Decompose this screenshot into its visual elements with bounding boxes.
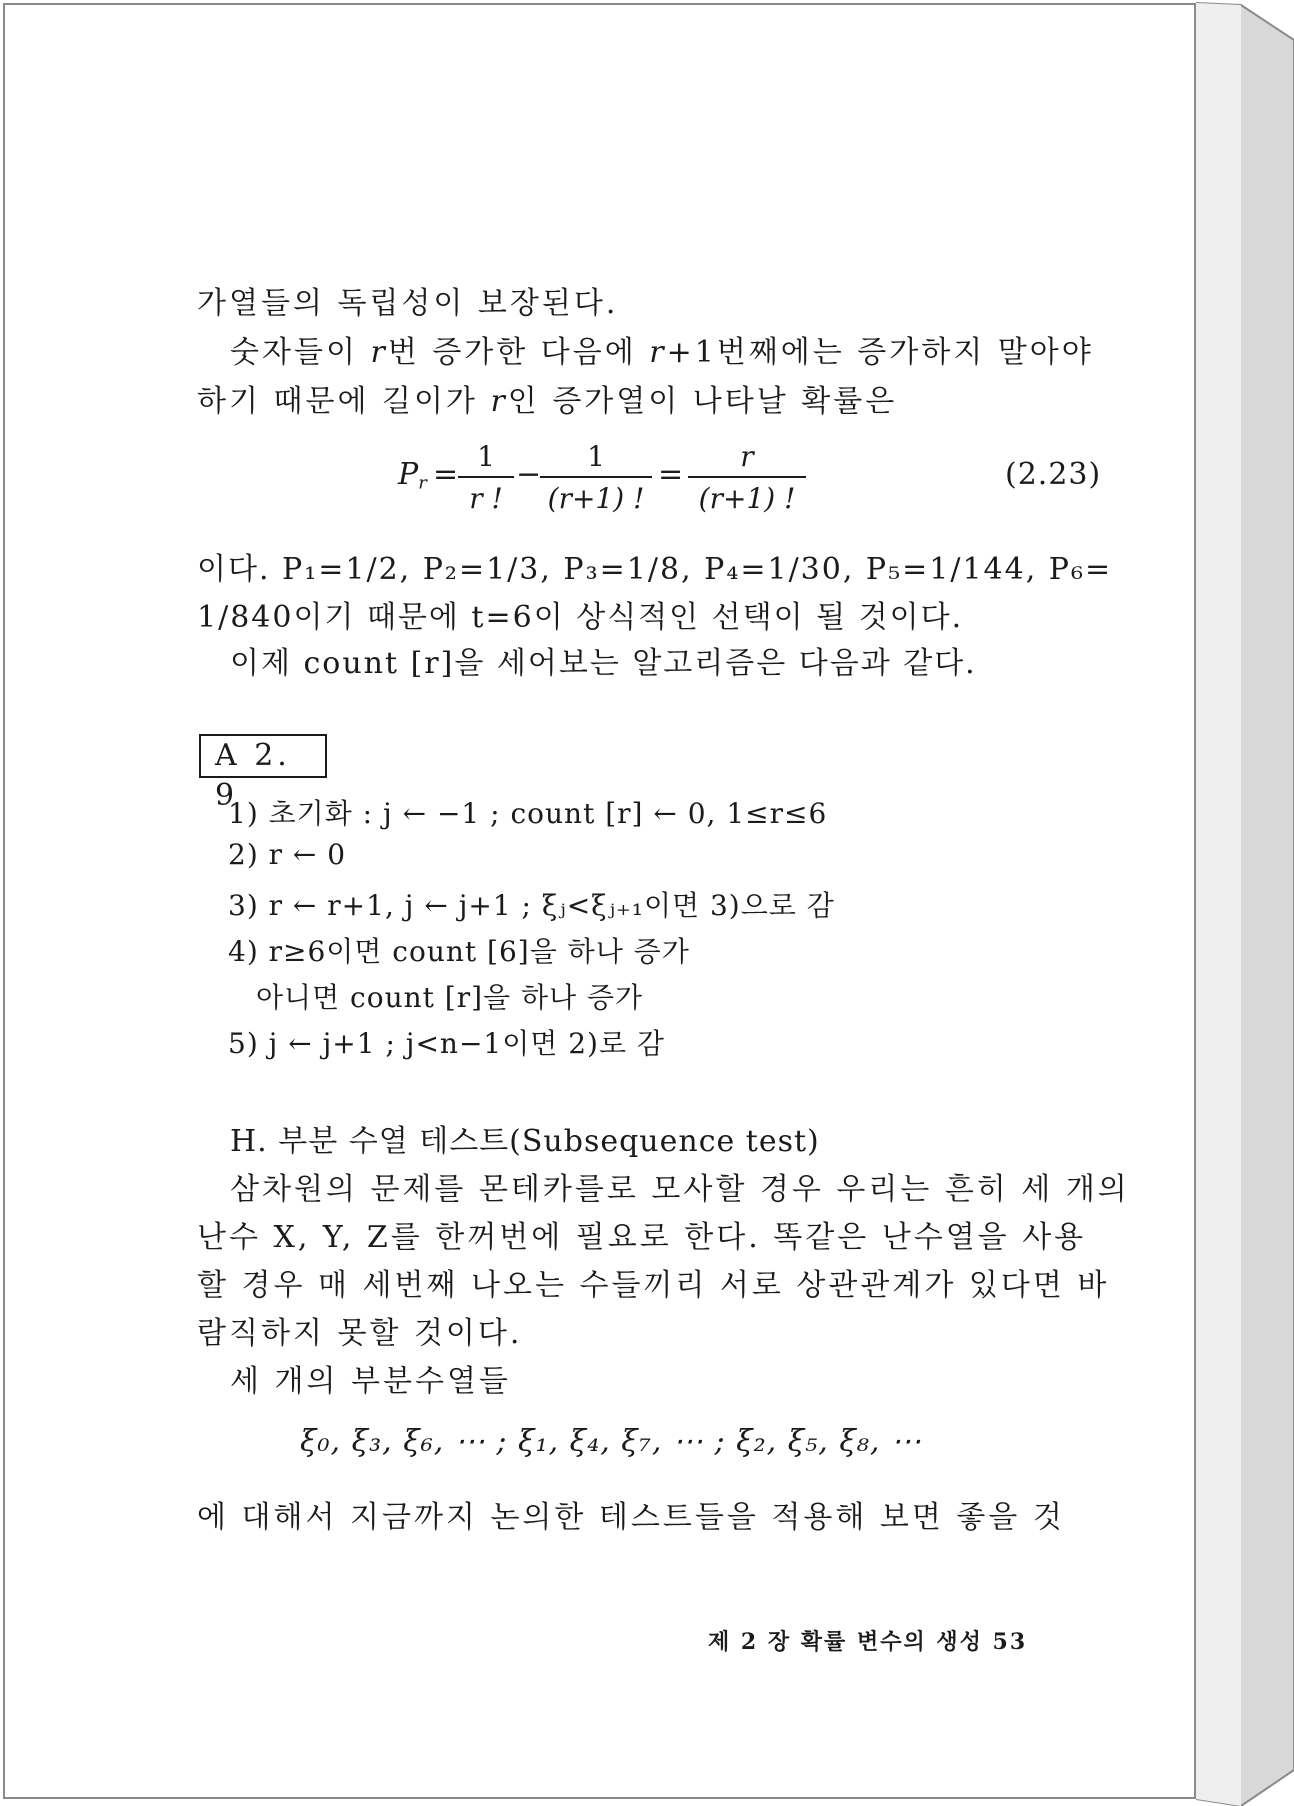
eq-number-label: (2.23) [1005, 457, 1102, 492]
algorithm-step-3: 3) r ← r+1, j ← j+1 ; ξⱼ<ξⱼ₊₁이면 3)으로 감 [228, 889, 835, 922]
eq-minus: − [516, 457, 542, 492]
eq-equals-1: = [433, 457, 459, 492]
page-stack-edge [1196, 0, 1294, 1806]
text-line-5: 1/840이기 때문에 t=6이 상식적인 선택이 될 것이다. [197, 600, 964, 635]
section-title: H. 부분 수열 테스트(Subsequence test) [230, 1124, 820, 1159]
paragraph-7-line-2: 난수 X, Y, Z를 한꺼번에 필요로 한다. 똑같은 난수열을 사용 [197, 1220, 1087, 1255]
subsequence-list: ξ₀, ξ₃, ξ₆, ⋯ ; ξ₁, ξ₄, ξ₇, ⋯ ; ξ₂, ξ₅, ξ₈, ⋯ [300, 1424, 922, 1459]
algorithm-step-5: 5) j ← j+1 ; j<n−1이면 2)로 감 [228, 1027, 665, 1060]
page-footer: 제 2 장 확률 변수의 생성 53 [708, 1629, 1028, 1655]
page-edge-shade [1196, 3, 1241, 1806]
text-line-1: 가열들의 독립성이 보장된다. [197, 286, 619, 321]
eq-fraction-3: r (r+1) ! [688, 440, 806, 515]
eq-equals-2: = [658, 457, 684, 492]
text-line-8: 세 개의 부분수열들 [230, 1364, 511, 1399]
algorithm-step-1: 1) 초기화 : j ← −1 ; count [r] ← 0, 1≤r≤6 [228, 797, 828, 830]
paragraph-7-line-4: 람직하지 못할 것이다. [197, 1316, 523, 1351]
text-line-4: 이다. P₁=1/2, P₂=1/3, P₃=1/8, P₄=1/30, P₅=1/144, P₆= [197, 552, 1113, 587]
paragraph-7-line-1: 삼차원의 문제를 몬테카를로 모사할 경우 우리는 흔히 세 개의 [230, 1172, 1130, 1207]
algorithm-step-2: 2) r ← 0 [228, 838, 347, 871]
text-line-6: 이제 count [r]을 세어보는 알고리즘은 다음과 같다. [230, 646, 977, 681]
algorithm-label-box: A 2. 9 [199, 734, 327, 778]
paragraph-2-line-1: 숫자들이 r번 증가한 다음에 r+1번째에는 증가하지 말아야 [230, 335, 1094, 370]
eq-lhs: $P_r$ [398, 457, 427, 494]
eq-fraction-1: 1 r ! [458, 440, 514, 515]
algorithm-step-4: 4) r≥6이면 count [6]을 하나 증가 [228, 935, 690, 968]
eq-fraction-2: 1 (r+1) ! [540, 440, 652, 515]
paragraph-7-line-3: 할 경우 매 세번째 나오는 수들끼리 서로 상관관계가 있다면 바 [197, 1268, 1110, 1303]
paragraph-2-line-2: 하기 때문에 길이가 r인 증가열이 나타날 확률은 [197, 384, 898, 419]
text-line-9: 에 대해서 지금까지 논의한 테스트들을 적용해 보면 좋을 것 [197, 1500, 1065, 1535]
algorithm-step-4-else: 아니면 count [r]을 하나 증가 [256, 981, 644, 1014]
